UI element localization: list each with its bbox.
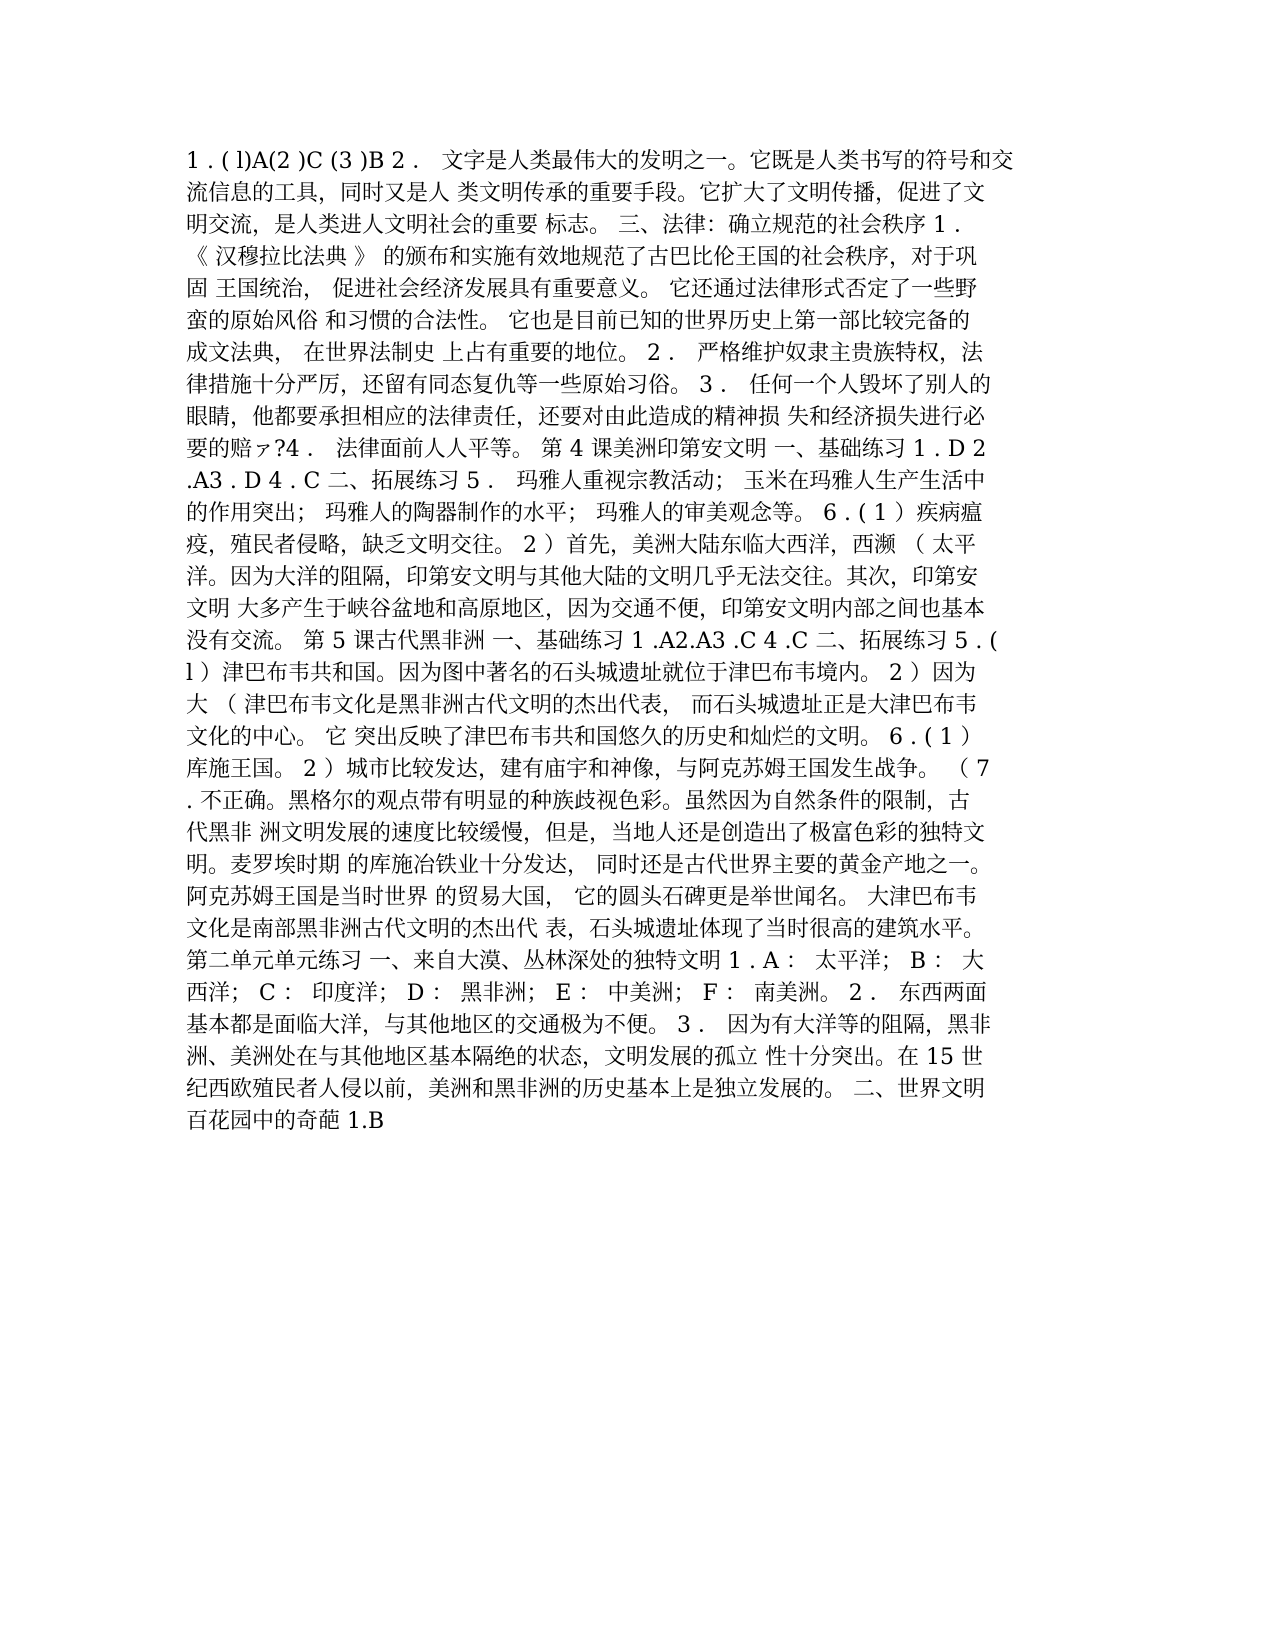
text-line: 洋。因为大洋的阻隔，印第安文明与其他大陆的文明几乎无法交往。其次，印第安 [186,565,979,590]
text-line: 代黑非 洲文明发展的速度比较缓慢，但是，当地人还是创造出了极富色彩的独特文 [186,821,985,846]
text-line: 文明 大多产生于峡谷盆地和高原地区，因为交通不便，印第安文明内部之间也基本 [186,597,985,622]
text-line: 眼睛，他都要承担相应的法律责任，还要对由此造成的精神损 失和经济损失进行必 [186,405,985,430]
text-line: . 不正确。黑格尔的观点带有明显的种族歧视色彩。虽然因为自然条件的限制，古 [186,789,970,814]
text-line: 百花园中的奇葩 1.B [186,1109,385,1134]
text-line: 的作用突出； 玛雅人的陶器制作的水平； 玛雅人的审美观念等。 6 . ( 1 ）疾病瘟 [186,501,983,526]
text-line: 疫，殖民者侵略，缺乏文明交往。 2 ）首先，美洲大陆东临大西洋，西濒 （ 太平 [186,533,976,558]
text-line: 洲、美洲处在与其他地区基本隔绝的状态，文明发展的孤立 性十分突出。在 15 世 [186,1045,983,1070]
text-line: 第二单元单元练习 一、来自大漠、丛林深处的独特文明 1 . A ： 太平洋； B ： 大 [186,949,984,974]
text-line: 明。麦罗埃时期 的库施冶铁业十分发达， 同时还是古代世界主要的黄金产地之一。 [186,853,992,878]
text-line: 文化的中心。 它 突出反映了津巴布韦共和国悠久的历史和灿烂的文明。 6 . ( 1 ） [186,725,983,750]
text-line: l ）津巴布韦共和国。因为图中著名的石头城遗址就位于津巴布韦境内。 2 ）因为 [186,661,977,686]
text-line: 基本都是面临大洋，与其他地区的交通极为不便。 3 ． 因为有大洋等的阻隔，黑非 [186,1013,991,1038]
text-line: 流信息的工具，同时又是人 类文明传承的重要手段。它扩大了文明传播，促进了文 [186,181,985,206]
text-line: 要的赔ァ?4 ． 法律面前人人平等。 第 4 课美洲印第安文明 一、基础练习 1 . D 2 [186,437,987,462]
text-line: 纪西欧殖民者人侵以前，美洲和黑非洲的历史基本上是独立发展的。 二、世界文明 [186,1077,985,1102]
text-line: 固 王国统治， 促进社会经济发展具有重要意义。 它还通过法律形式否定了一些野 [186,277,977,302]
text-line: 《 汉穆拉比法典 》 的颁布和实施有效地规范了古巴比伦王国的社会秩序，对于巩 [186,245,977,270]
text-line: 蛮的原始风俗 和习惯的合法性。 它也是目前已知的世界历史上第一部比较完备的 [186,309,970,334]
text-line: 成文法典， 在世界法制史 上占有重要的地位。 2 ． 严格维护奴隶主贵族特权，法 [186,341,983,366]
text-line: 西洋； C ： 印度洋； D ： 黑非洲； E ： 中美洲； F ： 南美洲。 2 ． 东西两面 [186,981,987,1006]
document-body-text [186,146,1086,1138]
text-line: 没有交流。 第 5 课古代黑非洲 一、基础练习 1 .A2.A3 .C 4 .C 二、拓展练习 5 . ( [186,629,998,654]
text-line: 库施王国。 2 ）城市比较发达，建有庙宇和神像，与阿克苏姆王国发生战争。 （ 7 [186,757,990,782]
text-line: .A3 . D 4 . C 二、拓展练习 5 ． 玛雅人重视宗教活动； 玉米在玛雅人生产生活中 [186,469,986,494]
text-line: 阿克苏姆王国是当时世界 的贸易大国， 它的圆头石碑更是举世闻名。 大津巴布韦 [186,885,977,910]
text-line: 1 . ( l)A(2 )C (3 )B 2 ． 文字是人类最伟大的发明之一。它既是人类书写的符号和交 [186,149,1014,174]
text-line: 明交流，是人类进人文明社会的重要 标志。 三、法律：确立规范的社会秩序 1 ． [186,213,976,238]
text-line: 大 （ 津巴布韦文化是黑非洲古代文明的杰出代表， 而石头城遗址正是大津巴布韦 [186,693,977,718]
text-line: 律措施十分严厉，还留有同态复仇等一些原始习俗。 3 ． 任何一个人毁坏了别人的 [186,373,991,398]
text-line: 文化是南部黑非洲古代文明的杰出代 表，石头城遗址体现了当时很高的建筑水平。 [186,917,985,942]
